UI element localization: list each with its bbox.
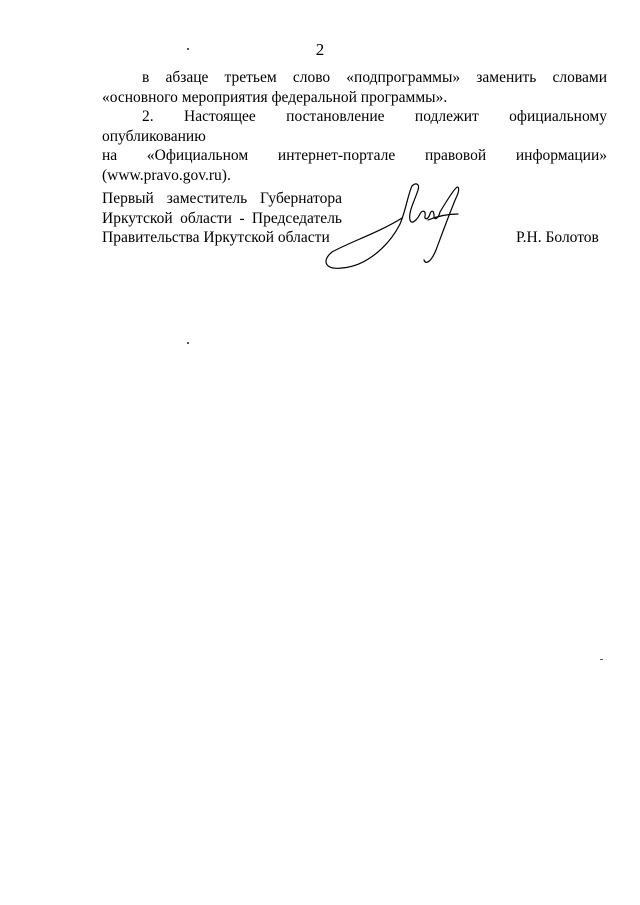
paragraph-publication-line3: (www.pravo.gov.ru). — [102, 166, 231, 184]
signatory-position-line3: Правительства Иркутской области — [102, 229, 330, 246]
signatory-position — [102, 189, 342, 248]
signatory-position-line1: Первый заместитель Губернатора — [102, 190, 342, 207]
paragraph-amendment: в абзаце третьем слово «подпрограммы» заменить словами «основного мероприятия федеральной программы». — [102, 69, 607, 106]
scan-speck — [600, 659, 603, 660]
signer-name: Р.Н. Болотов — [516, 229, 599, 246]
document-body — [102, 68, 607, 185]
paragraph-publication-line2: на «Официальном интернет-портале правовой информации» — [102, 147, 607, 164]
page-number: 2 — [315, 40, 325, 59]
signatory-position-line2: Иркутской области - Председатель — [102, 209, 342, 227]
scan-speck — [187, 48, 189, 50]
handwritten-signature — [320, 180, 470, 280]
scan-speck — [187, 342, 189, 344]
paragraph-publication-line1: 2. Настоящее постановление подлежит официальному опубликованию — [102, 108, 607, 145]
